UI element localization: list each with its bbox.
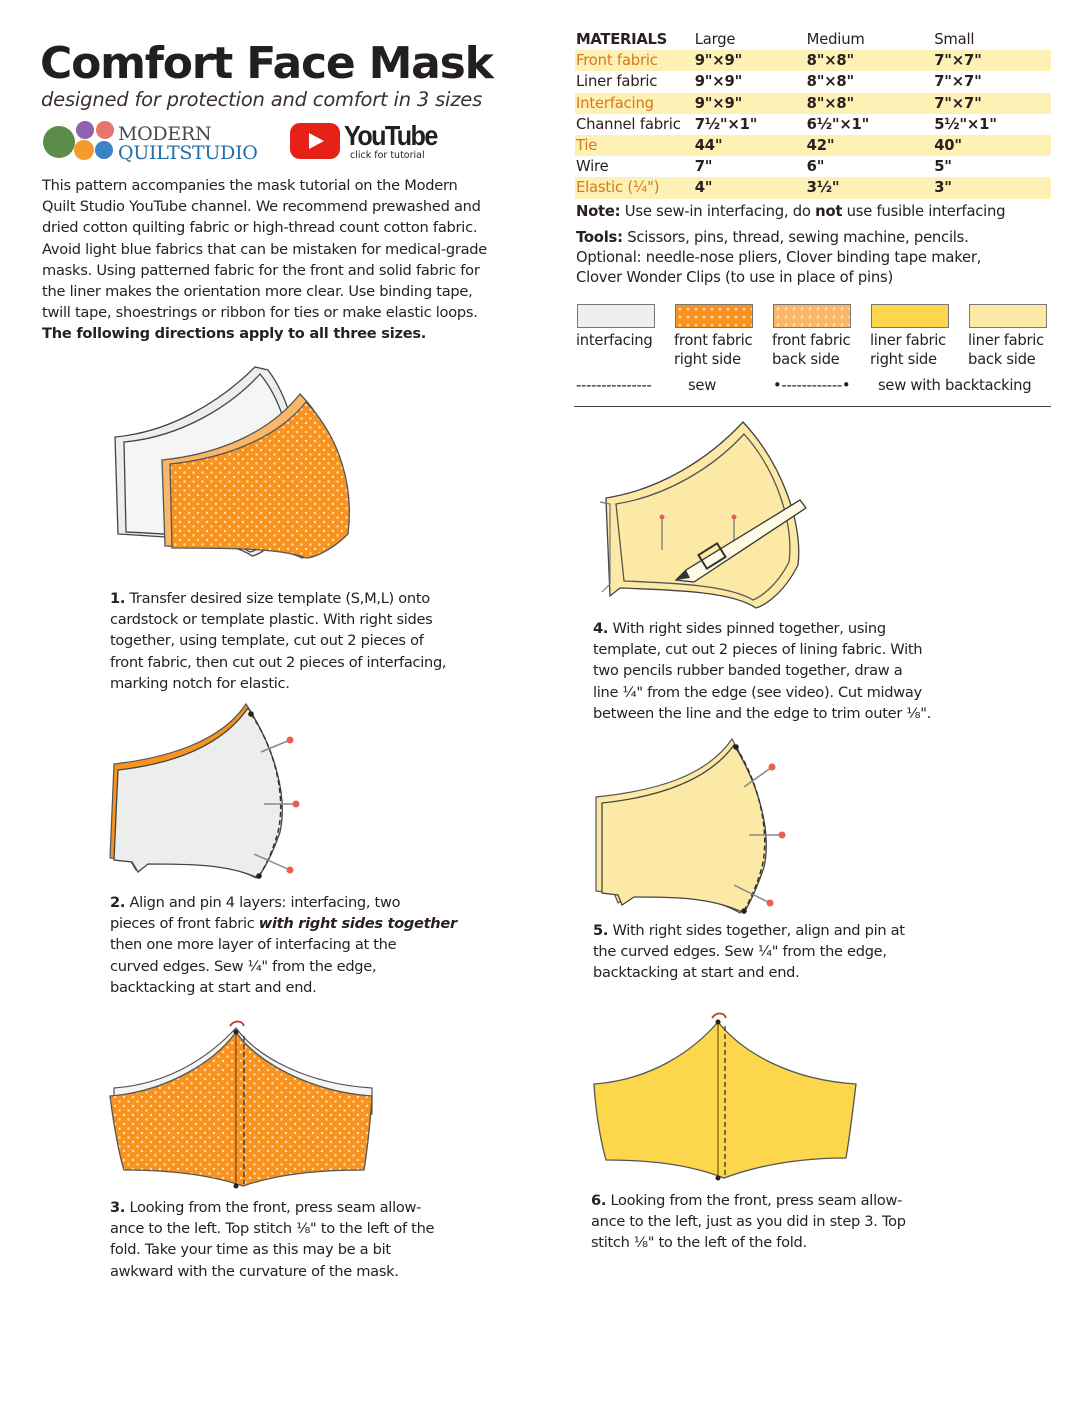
backtack-label: sew with backtacking (878, 377, 1032, 394)
material-value: 9"×9" (694, 50, 806, 71)
youtube-play-icon (290, 123, 340, 159)
pin-head-icon (732, 515, 737, 520)
materials-header: MATERIALS (576, 31, 667, 48)
interfacing-layer (114, 708, 282, 878)
backtack-dot (741, 908, 747, 914)
sew-label: sew (688, 377, 717, 394)
tools-optional-1: Optional: needle-nose pliers, Clover binding tape maker, (576, 249, 982, 266)
backtack-line-sample: •------------• (773, 377, 851, 394)
tools-label: Tools: (576, 229, 623, 246)
materials-header-row (575, 29, 1051, 50)
tools-list (576, 228, 1056, 288)
material-value: 8"×8" (806, 50, 934, 71)
modern-quilt-studio-logo[interactable] (42, 120, 282, 164)
step-number: 1. (110, 590, 126, 607)
material-value: 5½"×1" (934, 115, 997, 133)
intro-line: Avoid light blue fabrics that can be mistaken for medical-grade (42, 240, 488, 258)
step-number: 6. (591, 1192, 607, 1209)
backtack-dot (248, 711, 254, 717)
swatch-liner-back (969, 304, 1047, 328)
note-text-a: Use sew-in interfacing, do (620, 203, 816, 220)
size-small-header: Small (934, 31, 975, 48)
backtack-dot (234, 1030, 239, 1035)
pin-head-icon (287, 737, 294, 744)
backtack-dot (234, 1184, 239, 1189)
table-row (575, 114, 1051, 135)
material-value: 7" (694, 158, 713, 176)
pin-head-icon (779, 832, 786, 839)
step-2-text: 2. Align and pin 4 layers: interfacing, two pieces of front fabric with right sides together then one more layer of interfacing at the curved edges. Sew ¼" from the edge, backtacking at start and end. (110, 894, 457, 996)
intro-line: masks. Using patterned fabric for the front and solid fabric for (42, 261, 480, 279)
table-row (575, 71, 1051, 92)
step1-illustration (110, 362, 390, 562)
tools-text: Scissors, pins, thread, sewing machine, pencils. (622, 229, 969, 246)
material-value: 7½"×1" (694, 115, 758, 133)
intro-line: the liner makes the orientation more clear. Use binding tape, (42, 283, 473, 301)
backtack-dot (716, 1020, 721, 1025)
table-row (575, 156, 1051, 177)
brand-line-1: MODERN (118, 123, 212, 145)
material-name: Elastic (¼") (575, 177, 694, 198)
front-mask-panel (110, 1032, 372, 1186)
page-subtitle: designed for protection and comfort in 3 sizes (41, 88, 483, 111)
tools-optional-2: Clover Wonder Clips (to use in place of pins) (576, 269, 893, 286)
step-number: 5. (593, 922, 609, 939)
page-title: Comfort Face Mask (40, 38, 493, 89)
backtack-dot (733, 744, 739, 750)
size-medium-header: Medium (806, 31, 865, 48)
material-name: Channel fabric (576, 115, 681, 133)
material-value: 42" (806, 135, 934, 156)
material-name: Interfacing (575, 93, 694, 114)
material-value: 6" (806, 158, 825, 176)
step-3-text: 3. Looking from the front, press seam allow- ance to the left. Top stitch ⅛" to the left of the fold. Take your time as this may be a bit awkward with the curvature of the mask. (110, 1199, 435, 1280)
step-5-text: 5. With right sides together, align and pin at the curved edges. Sew ¼" from the edge, backtacking at start and end. (593, 922, 905, 982)
material-value: 9"×9" (694, 73, 743, 91)
pin-head-icon (660, 515, 665, 520)
intro-line: dried cotton quilting fabric or high-thread count cotton fabric. (42, 219, 478, 237)
material-value: 3½" (806, 177, 934, 198)
table-row (575, 50, 1051, 71)
material-name: Liner fabric (576, 73, 658, 91)
note-text-b: use fusible interfacing (842, 203, 1006, 220)
intro-line: twill tape, shoestrings or ribbon for ties or make elastic loops. (42, 304, 478, 322)
sew-line-sample: --------------- (576, 377, 652, 394)
material-value: 7"×7" (933, 50, 1051, 71)
legend-label-interfacing: interfacing (576, 332, 653, 349)
swatch-front-right (675, 304, 753, 328)
table-row (575, 135, 1051, 156)
material-name: Wire (576, 158, 609, 176)
pin-head-icon (769, 764, 776, 771)
liner-front-layer (602, 745, 766, 913)
material-value: 3" (933, 177, 1051, 198)
youtube-subtext: click for tutorial (350, 150, 425, 161)
step-4-text: 4. With right sides pinned together, using template, cut out 2 pieces of lining fabric. With two pencils rubber banded together, draw a line ¼" from the edge (see video). Cut midway between the line and the edge to trim outer ⅛". (593, 620, 931, 722)
step-number: 3. (110, 1199, 126, 1216)
legend-label-front-right: front fabric right side (674, 332, 753, 368)
legend-label-front-back: front fabric back side (772, 332, 851, 368)
legend-label-liner-right: liner fabric right side (870, 332, 946, 368)
brand-line-2: QUILTSTUDIO (118, 142, 258, 164)
intro-bold-line: The following directions apply to all three sizes. (42, 325, 427, 343)
table-row (575, 177, 1051, 198)
material-value: 9"×9" (694, 93, 806, 114)
note-label: Note: (576, 203, 621, 220)
step-1-text: 1. Transfer desired size template (S,M,L) onto cardstock or template plastic. With right sides together, using template, cut out 2 pieces of front fabric, then cut out 2 pieces of interfacing, marking notch for elastic. (110, 590, 447, 692)
youtube-link[interactable] (290, 120, 440, 166)
material-value: 44" (694, 135, 806, 156)
material-value: 4" (694, 177, 806, 198)
note-text-bold: not (815, 203, 843, 220)
step-6-text: 6. Looking from the front, press seam allow- ance to the left, just as you did in step 3. Top stitch ⅛" to the left of the fold. (591, 1192, 906, 1252)
table-row (575, 93, 1051, 114)
step4-illustration (598, 420, 818, 615)
material-value: 40" (933, 135, 1051, 156)
backtack-dot (256, 873, 262, 879)
backtack-dot (716, 1176, 721, 1181)
intro-line: This pattern accompanies the mask tutorial on the Modern (42, 177, 458, 194)
swatch-front-back (773, 304, 851, 328)
fold-arrow-icon (712, 1014, 726, 1019)
material-value: 8"×8" (806, 93, 934, 114)
material-name: Tie (575, 135, 694, 156)
pin-head-icon (767, 900, 774, 907)
pin-head-icon (293, 801, 300, 808)
fold-arrow-icon (230, 1022, 244, 1027)
step5-illustration (594, 737, 794, 917)
materials-table (575, 29, 1051, 199)
material-value: 7"×7" (933, 93, 1051, 114)
step3-illustration (108, 1018, 383, 1193)
legend-label-liner-back: liner fabric back side (968, 332, 1044, 368)
intro-line: Quilt Studio YouTube channel. We recommend prewashed and (42, 198, 481, 216)
interfacing-note (576, 203, 1005, 220)
pin-head-icon (287, 867, 294, 874)
step6-illustration (592, 1012, 862, 1187)
step2-illustration (106, 702, 306, 882)
intro-paragraph (42, 175, 522, 345)
material-value: 5" (934, 158, 952, 176)
material-value: 7"×7" (934, 73, 982, 91)
logo-dots-icon (42, 120, 120, 164)
youtube-wordmark: YouTube (344, 120, 437, 151)
material-name: Front fabric (575, 50, 694, 71)
swatch-liner-right (871, 304, 949, 328)
material-value: 8"×8" (806, 73, 855, 91)
legend-divider (574, 406, 1051, 407)
material-value: 6½"×1" (806, 115, 870, 133)
step-number: 4. (593, 620, 609, 637)
swatch-interfacing (577, 304, 655, 328)
step-number: 2. (110, 894, 126, 911)
size-large-header: Large (694, 31, 736, 48)
